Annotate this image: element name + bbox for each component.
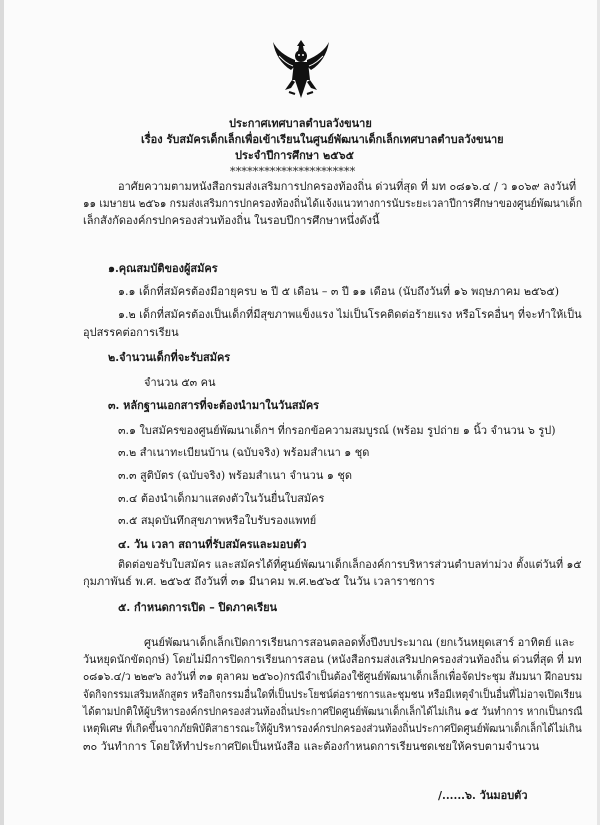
- section-5-line: ๓๐ วันทำการ โดยให้ทำประกาศปิดเป็นหนังสือ และต้องกำหนดการเรียนชดเชยให้ครบตามจำนวน: [83, 740, 540, 753]
- section-3-item: ๓.๔ ต้องนำเด็กมาแสดงตัวในวันยื่นใบสมัคร: [118, 492, 325, 505]
- section-4-line-2: กุมภาพันธ์ พ.ศ. ๒๕๖๕ ถึงวันที่ ๓๑ มีนาคม พ.ศ.๒๕๖๕ ในวัน เวลาราชการ: [83, 575, 435, 588]
- section-1-heading: ๑.คุณสมบัติของผู้สมัคร: [108, 262, 218, 275]
- section-5-line: ๐๘๑๖.๔/ว ๒๒๙๖ ลงวันที่ ๓๑ ตุลาคม ๒๕๖๐)กรณีจำเป็นต้องใช้ศูนย์พัฒนาเด็กเล็กเพื่อจัดประชุม สัมมนา ฝึกอบรม: [83, 670, 583, 683]
- section-2-count: จำนวน ๕๓ คน: [144, 376, 216, 389]
- intro-line-2: ๑๑ เมษายน ๒๕๖๑ กรมส่งเสริมการปกครองท้องถิ่นได้แจ้งแนวทางการนับระยะเวลาปีการศึกษาของศูนย์พัฒนาเด็ก: [83, 197, 583, 210]
- section-5-line: เหตุพิเศษ ที่เกิดขึ้นจากภัยพิบัติสาธารณะให้ผู้บริหารองค์กรปกครองส่วนท้องถิ่นประกาศปิดศูนย์พัฒนาเด็กเล็กได้ไม่เกิน: [83, 722, 582, 735]
- section-3-item: ๓.๑ ใบสมัครของศูนย์พัฒนาเด็กฯ ที่กรอกข้อความสมบูรณ์ (พร้อม รูปถ่าย ๑ นิ้ว จำนวน ๖ รูป): [118, 424, 556, 437]
- section-5-line: ศูนย์พัฒนาเด็กเล็กเปิดการเรียนการสอนตลอดทั้งปีงบประมาณ (ยกเว้นหยุดเสาร์ อาทิตย์ และ: [144, 636, 575, 649]
- continuation-note: /......๖. วันมอบตัว: [438, 789, 528, 802]
- section-2-heading: ๒.จำนวนเด็กที่จะรับสมัคร: [108, 351, 231, 364]
- section-1-item-2: ๑.๒ เด็กที่สมัครต้องเป็นเด็กที่มีสุขภาพแข็งแรง ไม่เป็นโรคติดต่อร้ายแรง หรือโรคอื่นๆ ที่จะทำให้เป็น: [118, 308, 582, 321]
- section-3-item: ๓.๒ สำเนาทะเบียนบ้าน (ฉบับจริง) พร้อมสำเนา ๑ ชุด: [118, 446, 370, 459]
- academic-year: ประจำปีการศึกษา ๒๕๖๕: [235, 149, 354, 162]
- notice-subject: เรื่อง รับสมัครเด็กเล็กเพื่อเข้าเรียนในศูนย์พัฒนาเด็กเล็กเทศบาลตำบลวังขนาย: [141, 133, 504, 146]
- garuda-emblem-icon: [271, 36, 331, 102]
- section-1-item-1: ๑.๑ เด็กที่สมัครต้องมีอายุครบ ๒ ปี ๕ เดือน – ๓ ปี ๑๑ เดือน (นับถึงวันที่ ๑๖ พฤษภาคม ๒๕๖๕): [118, 285, 560, 298]
- section-3-item: ๓.๓ สูติบัตร (ฉบับจริง) พร้อมสำเนา จำนวน ๑ ชุด: [118, 469, 352, 482]
- notice-title: ประกาศเทศบาลตำบลวังขนาย: [229, 117, 372, 130]
- section-5-line: วันหยุดนักขัตฤกษ์) โดยไม่มีการปิดการเรียนการสอน (หนังสือกรมส่งเสริมปกครองส่วนท้องถิ่น ด่วนที่สุด ที่ มท: [83, 653, 582, 666]
- separator-stars: **********************: [230, 165, 356, 178]
- section-5-heading: ๕. กำหนดการเปิด – ปิดภาคเรียน: [118, 601, 278, 614]
- section-1-item-2-cont: อุปสรรคต่อการเรียน: [83, 326, 179, 339]
- section-5-line: ได้ตามปกติให้ผู้บริหารองค์กรปกครองส่วนท้องถิ่นประกาศปิดศูนย์พัฒนาเด็กเล็กได้ไม่เกิน ๑๕ วันทำการ หากเป็นกรณี: [83, 705, 583, 718]
- section-3-heading: ๓. หลักฐานเอกสารที่จะต้องนำมาในวันสมัคร: [108, 399, 320, 412]
- intro-line-1: อาศัยความตามหนังสือกรมส่งเสริมการปกครองท้องถิ่น ด่วนที่สุด ที่ มท ๐๘๑๖.๔ / ว ๑๐๖๙ ลงวันที่: [118, 180, 577, 193]
- section-5-line: จัดกิจกรรมเสริมหลักสูตร หรือกิจกรรมอื่นใดที่เป็นประโยชน์ต่อราชการและชุมชน หรือมีเหตุจำเป็นอื่นที่ไม่อาจเปิดเรียน: [83, 688, 582, 701]
- section-4-heading: ๔. วัน เวลา สถานที่รับสมัครและมอบตัว: [118, 538, 307, 551]
- intro-line-3: เล็กสังกัดองค์กรปกครองส่วนท้องถิ่น ในรอบปีการศึกษาหนึ่งดังนี้: [83, 214, 380, 227]
- section-4-line-1: ติดต่อขอรับใบสมัคร และสมัครได้ที่ศูนย์พัฒนาเด็กเล็กองค์การบริหารส่วนตำบลท่าม่วง ตั้งแต่วันที่ ๑๕: [118, 558, 582, 571]
- section-3-item: ๓.๕ สมุดบันทึกสุขภาพหรือใบรับรองแพทย์: [118, 514, 317, 527]
- page-edge-shadow: [0, 0, 4, 825]
